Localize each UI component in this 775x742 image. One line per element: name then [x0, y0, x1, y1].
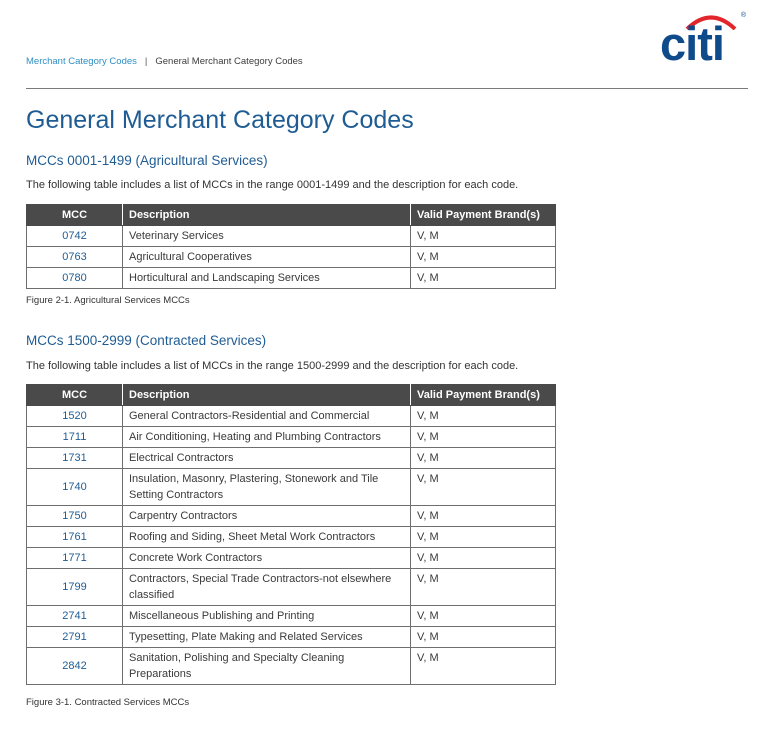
payment-brands-cell: V, M: [411, 427, 556, 448]
citi-logo-text: citi: [660, 17, 724, 70]
mcc-code-cell: 2842: [27, 648, 123, 685]
breadcrumb-separator: |: [144, 56, 148, 67]
mcc-code-cell: 0763: [27, 247, 123, 268]
table-row: [27, 627, 556, 648]
column-header-brands: Valid Payment Brand(s): [411, 385, 556, 406]
payment-brands-cell: V, M: [411, 268, 556, 289]
mcc-table-agricultural: [26, 204, 556, 289]
payment-brands-cell: V, M: [411, 247, 556, 268]
page-header: [26, 0, 748, 89]
description-cell: Horticultural and Landscaping Services: [123, 268, 411, 289]
page-title: General Merchant Category Codes: [26, 106, 414, 134]
description-cell: Sanitation, Polishing and Specialty Cleaning Preparations: [123, 648, 411, 685]
figure-caption-contracted: Figure 3-1. Contracted Services MCCs: [26, 697, 190, 708]
mcc-code-cell: 1711: [27, 427, 123, 448]
description-cell: Insulation, Masonry, Plastering, Stonework and Tile Setting Contractors: [123, 469, 411, 506]
breadcrumb-current: General Merchant Category Codes: [155, 56, 303, 67]
column-header-description: Description: [123, 205, 411, 226]
column-header-mcc: MCC: [27, 385, 123, 406]
mcc-code-cell: 1771: [27, 548, 123, 569]
mcc-code-cell: 1799: [27, 569, 123, 606]
payment-brands-cell: V, M: [411, 406, 556, 427]
mcc-code-cell: 1761: [27, 527, 123, 548]
breadcrumb: [26, 56, 303, 67]
section-intro-agricultural: The following table includes a list of MCCs in the range 0001-1499 and the description for each code.: [26, 179, 519, 191]
registered-mark: ®: [740, 12, 746, 19]
table-row: [27, 606, 556, 627]
mcc-code-cell: 2741: [27, 606, 123, 627]
section-intro-contracted: The following table includes a list of MCCs in the range 1500-2999 and the description for each code.: [26, 360, 519, 372]
payment-brands-cell: V, M: [411, 548, 556, 569]
description-cell: Carpentry Contractors: [123, 506, 411, 527]
table-header-row: [27, 205, 556, 226]
table-header-row: [27, 385, 556, 406]
mcc-code-cell: 1750: [27, 506, 123, 527]
section-heading-agricultural: MCCs 0001-1499 (Agricultural Services): [26, 153, 268, 168]
table-row: [27, 406, 556, 427]
table-row: [27, 247, 556, 268]
table-row: [27, 469, 556, 506]
mcc-code-cell: 0742: [27, 226, 123, 247]
table-row: [27, 226, 556, 247]
mcc-table-contracted: [26, 384, 556, 685]
description-cell: Contractors, Special Trade Contractors-not elsewhere classified: [123, 569, 411, 606]
table-row: [27, 548, 556, 569]
payment-brands-cell: V, M: [411, 226, 556, 247]
payment-brands-cell: V, M: [411, 648, 556, 685]
citi-logo: [660, 12, 746, 68]
mcc-code-cell: 1740: [27, 469, 123, 506]
figure-caption-agricultural: Figure 2-1. Agricultural Services MCCs: [26, 295, 190, 306]
description-cell: Veterinary Services: [123, 226, 411, 247]
payment-brands-cell: V, M: [411, 469, 556, 506]
column-header-brands: Valid Payment Brand(s): [411, 205, 556, 226]
table-row: [27, 569, 556, 606]
table-row: [27, 268, 556, 289]
mcc-code-cell: 1520: [27, 406, 123, 427]
description-cell: Agricultural Cooperatives: [123, 247, 411, 268]
table-row: [27, 448, 556, 469]
payment-brands-cell: V, M: [411, 448, 556, 469]
table-row: [27, 648, 556, 685]
payment-brands-cell: V, M: [411, 527, 556, 548]
mcc-code-cell: 1731: [27, 448, 123, 469]
description-cell: General Contractors-Residential and Commercial: [123, 406, 411, 427]
description-cell: Air Conditioning, Heating and Plumbing Contractors: [123, 427, 411, 448]
table-row: [27, 427, 556, 448]
column-header-mcc: MCC: [27, 205, 123, 226]
payment-brands-cell: V, M: [411, 606, 556, 627]
description-cell: Electrical Contractors: [123, 448, 411, 469]
column-header-description: Description: [123, 385, 411, 406]
breadcrumb-link-merchant-category-codes[interactable]: Merchant Category Codes: [26, 56, 137, 67]
payment-brands-cell: V, M: [411, 569, 556, 606]
table-row: [27, 506, 556, 527]
section-heading-contracted: MCCs 1500-2999 (Contracted Services): [26, 333, 267, 348]
description-cell: Miscellaneous Publishing and Printing: [123, 606, 411, 627]
description-cell: Concrete Work Contractors: [123, 548, 411, 569]
mcc-code-cell: 2791: [27, 627, 123, 648]
description-cell: Roofing and Siding, Sheet Metal Work Contractors: [123, 527, 411, 548]
mcc-code-cell: 0780: [27, 268, 123, 289]
description-cell: Typesetting, Plate Making and Related Services: [123, 627, 411, 648]
payment-brands-cell: V, M: [411, 627, 556, 648]
payment-brands-cell: V, M: [411, 506, 556, 527]
table-row: [27, 527, 556, 548]
